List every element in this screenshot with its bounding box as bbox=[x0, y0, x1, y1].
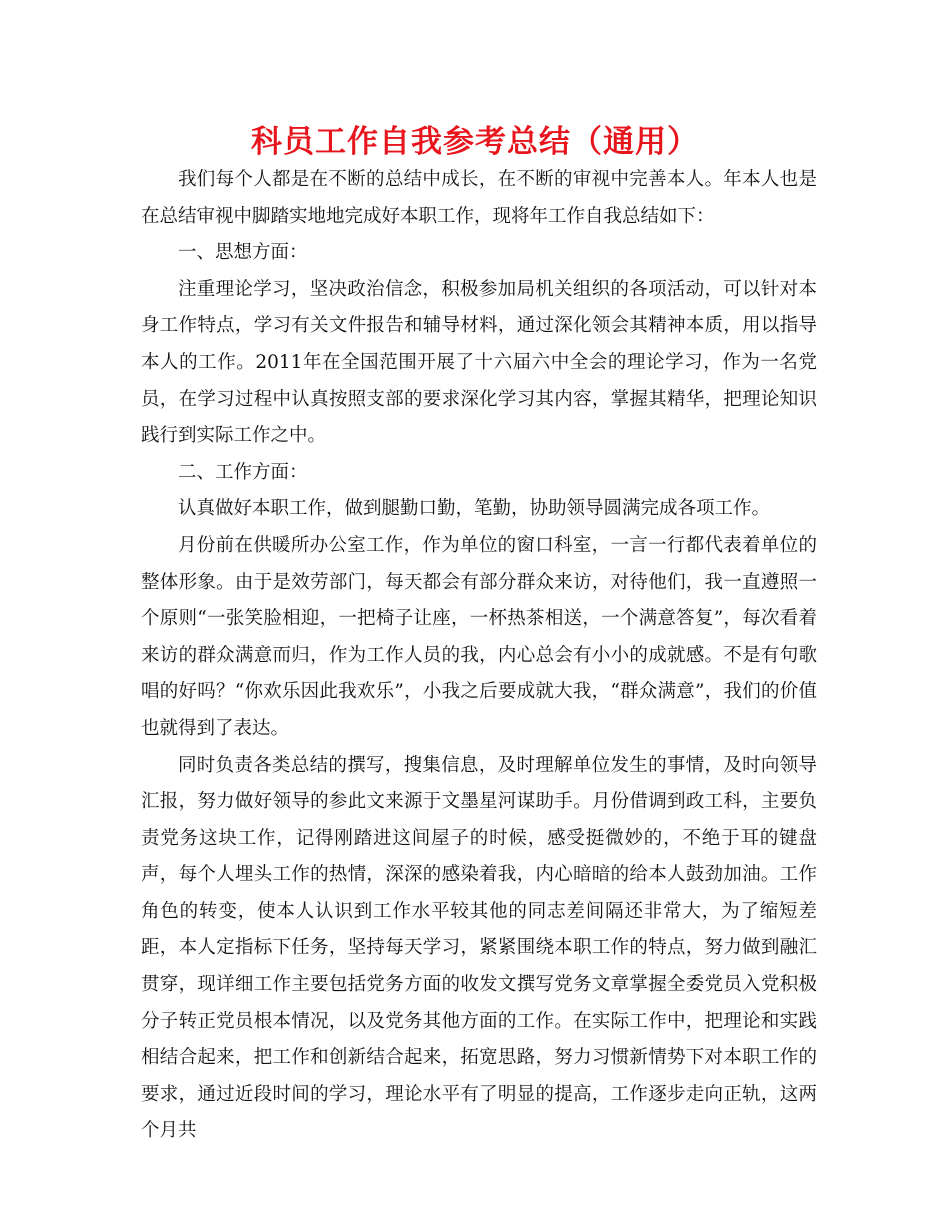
paragraph-party-work: 同时负责各类总结的撰写，搜集信息，及时理解单位发生的事情，及时向领导汇报，努力做好领导的参此文来源于文墨星河谋助手。月份借调到政工科，主要负责党务这块工作，记得刚踏进这间屋子的时候，感受挺微妙的，不绝于耳的键盘声，每个人埋头工作的热情，深深的感染着我，内心暗暗的给本人鼓劲加油。工作角色的转变，使本人认识到工作水平较其他的同志差间隔还非常大，为了缩短差距，本人定指标下任务，坚持每天学习，紧紧围绕本职工作的特点，努力做到融汇贯穿，现详细工作主要包括党务方面的收发文撰写党务文章掌握全委党员入党积极分子转正党员根本情况，以及党务其他方面的工作。在实际工作中，把理论和实践相结合起来，把工作和创新结合起来，拓宽思路，努力习惯新情势下对本职工作的要求，通过近段时间的学习，理论水平有了明显的提高，工作逐步走向正轨，这两个月共 bbox=[141, 754, 817, 1142]
document-body bbox=[141, 162, 817, 1150]
section-heading-work: 二、工作方面： bbox=[178, 461, 308, 483]
paragraph-work-summary: 认真做好本职工作，做到腿勤口勤，笔勤，协助领导圆满完成各项工作。 bbox=[178, 498, 771, 520]
section-heading-thought: 一、思想方面： bbox=[178, 242, 308, 264]
paragraph-office-work: 月份前在供暖所办公室工作，作为单位的窗口科室，一言一行都代表着单位的整体形象。由于是效劳部门，每天都会有部分群众来访，对待他们，我一直遵照一个原则“一张笑脸相迎，一把椅子让座，一杯热茶相送，一个满意答复”，每次看着来访的群众满意而归，作为工作人员的我，内心总会有小小的成就感。不是有句歌唱的好吗？“你欢乐因此我欢乐”，小我之后要成就大我，“群众满意”，我们的价值也就得到了表达。 bbox=[141, 534, 817, 739]
paragraph-intro: 我们每个人都是在不断的总结中成长，在不断的审视中完善本人。年本人也是在总结审视中脚踏实地地完成好本职工作，现将年工作自我总结如下： bbox=[141, 169, 817, 227]
paragraph-thought: 注重理论学习，坚决政治信念，积极参加局机关组织的各项活动，可以针对本身工作特点，学习有关文件报告和辅导材料，通过深化领会其精神本质，用以指导本人的工作。2011年在全国范围开展了十六届六中全会的理论学习，作为一名党员，在学习过程中认真按照支部的要求深化学习其内容，掌握其精华，把理论知识践行到实际工作之中。 bbox=[141, 278, 817, 447]
document-title: 科员工作自我参考总结（通用） bbox=[251, 124, 699, 160]
